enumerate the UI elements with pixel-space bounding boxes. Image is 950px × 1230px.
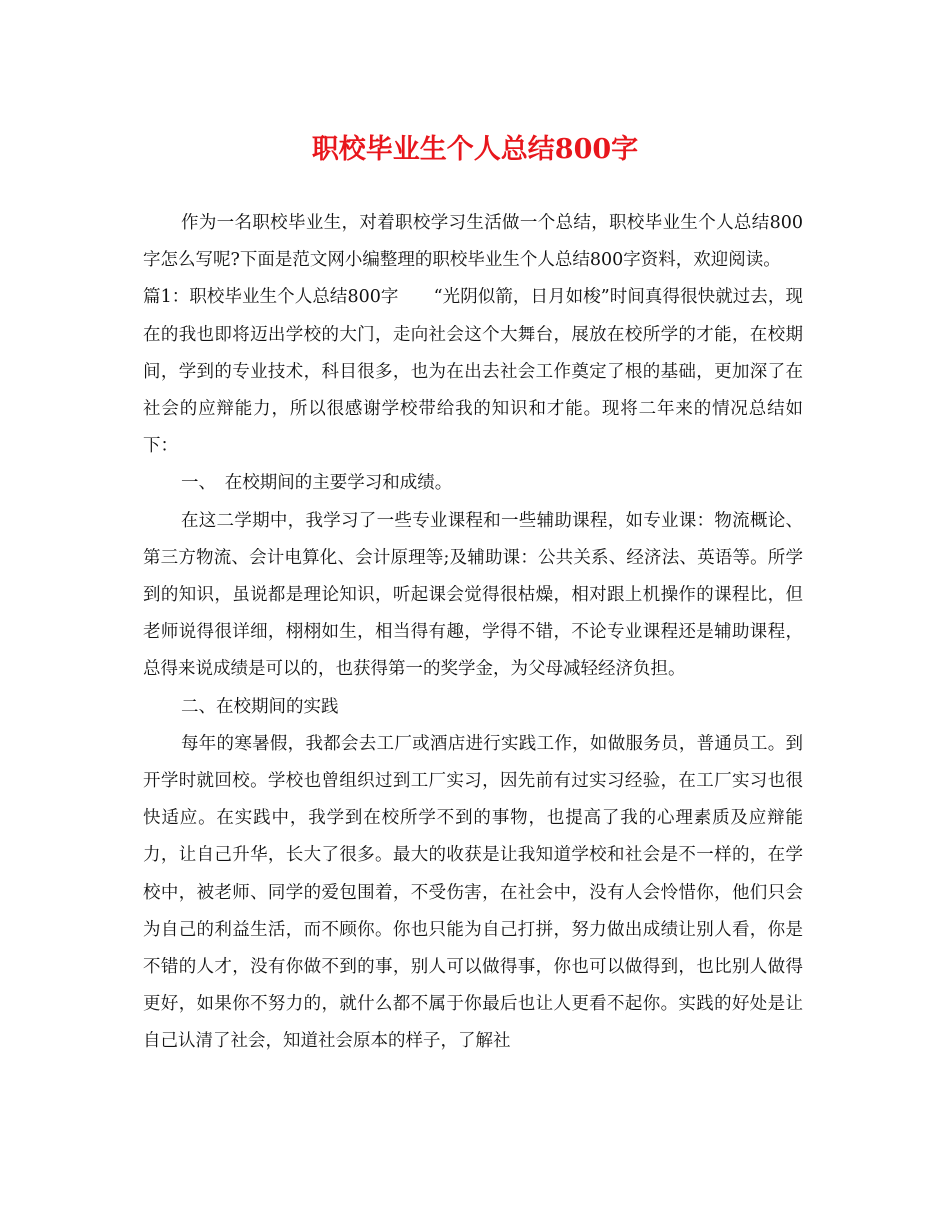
document-body [143, 205, 803, 1061]
paragraph-intro: 作为一名职校毕业生，对着职校学习生活做一个总结，职校毕业生个人总结800字怎么写呢?下面是范文网小编整理的职校毕业生个人总结800字资料，欢迎阅读。 [143, 213, 803, 271]
paragraph-article-1: 篇1：职校毕业生个人总结800字 “光阴似箭，日月如梭”时间真得很快就过去，现在的我也即将迈出学校的大门，走向社会这个大舞台，展放在校所学的才能，在校期间，学到的专业技术，科目很多，也为在出去社会工作奠定了根的基础，更加深了在社会的应辩能力，所以很感谢学校带给我的知识和才能。现将二年来的情况总结如下： [143, 287, 803, 457]
section-heading-study: 一、 在校期间的主要学习和成绩。 [181, 473, 453, 494]
paragraph-study: 在这二学期中，我学习了一些专业课程和一些辅助课程，如专业课：物流概论、第三方物流、会计电算化、会计原理等;及辅助课：公共关系、经济法、英语等。所学到的知识，虽说都是理论知识，听起课会觉得很枯燥，相对跟上机操作的课程比，但老师说得很详细，栩栩如生，相当得有趣，学得不错，不论专业课程还是辅助课程，总得来说成绩是可以的，也获得第一的奖学金，为父母减轻经济负担。 [143, 510, 803, 680]
paragraph-practice: 每年的寒暑假，我都会去工厂或酒店进行实践工作，如做服务员，普通员工。到开学时就回校。学校也曾组织过到工厂实习，因先前有过实习经验，在工厂实习也很快适应。在实践中，我学到在校所学不到的事物，也提高了我的心理素质及应辩能力，让自己升华，长大了很多。最大的收获是让我知道学校和社会是不一样的，在学校中，被老师、同学的爱包围着，不受伤害，在社会中，没有人会怜惜你，他们只会为自己的利益生活，而不顾你。你也只能为自己打拼，努力做出成绩让别人看，你是不错的人才，没有你做不到的事，别人可以做得事，你也可以做得到，也比别人做得更好，如果你不努力的，就什么都不属于你最后也让人更看不起你。实践的好处是让自己认清了社会，知道社会原本的样子，了解社 [143, 733, 803, 1052]
document-title: 职校毕业生个人总结800字 [311, 134, 639, 165]
section-heading-practice: 二、在校期间的实践 [181, 696, 339, 717]
